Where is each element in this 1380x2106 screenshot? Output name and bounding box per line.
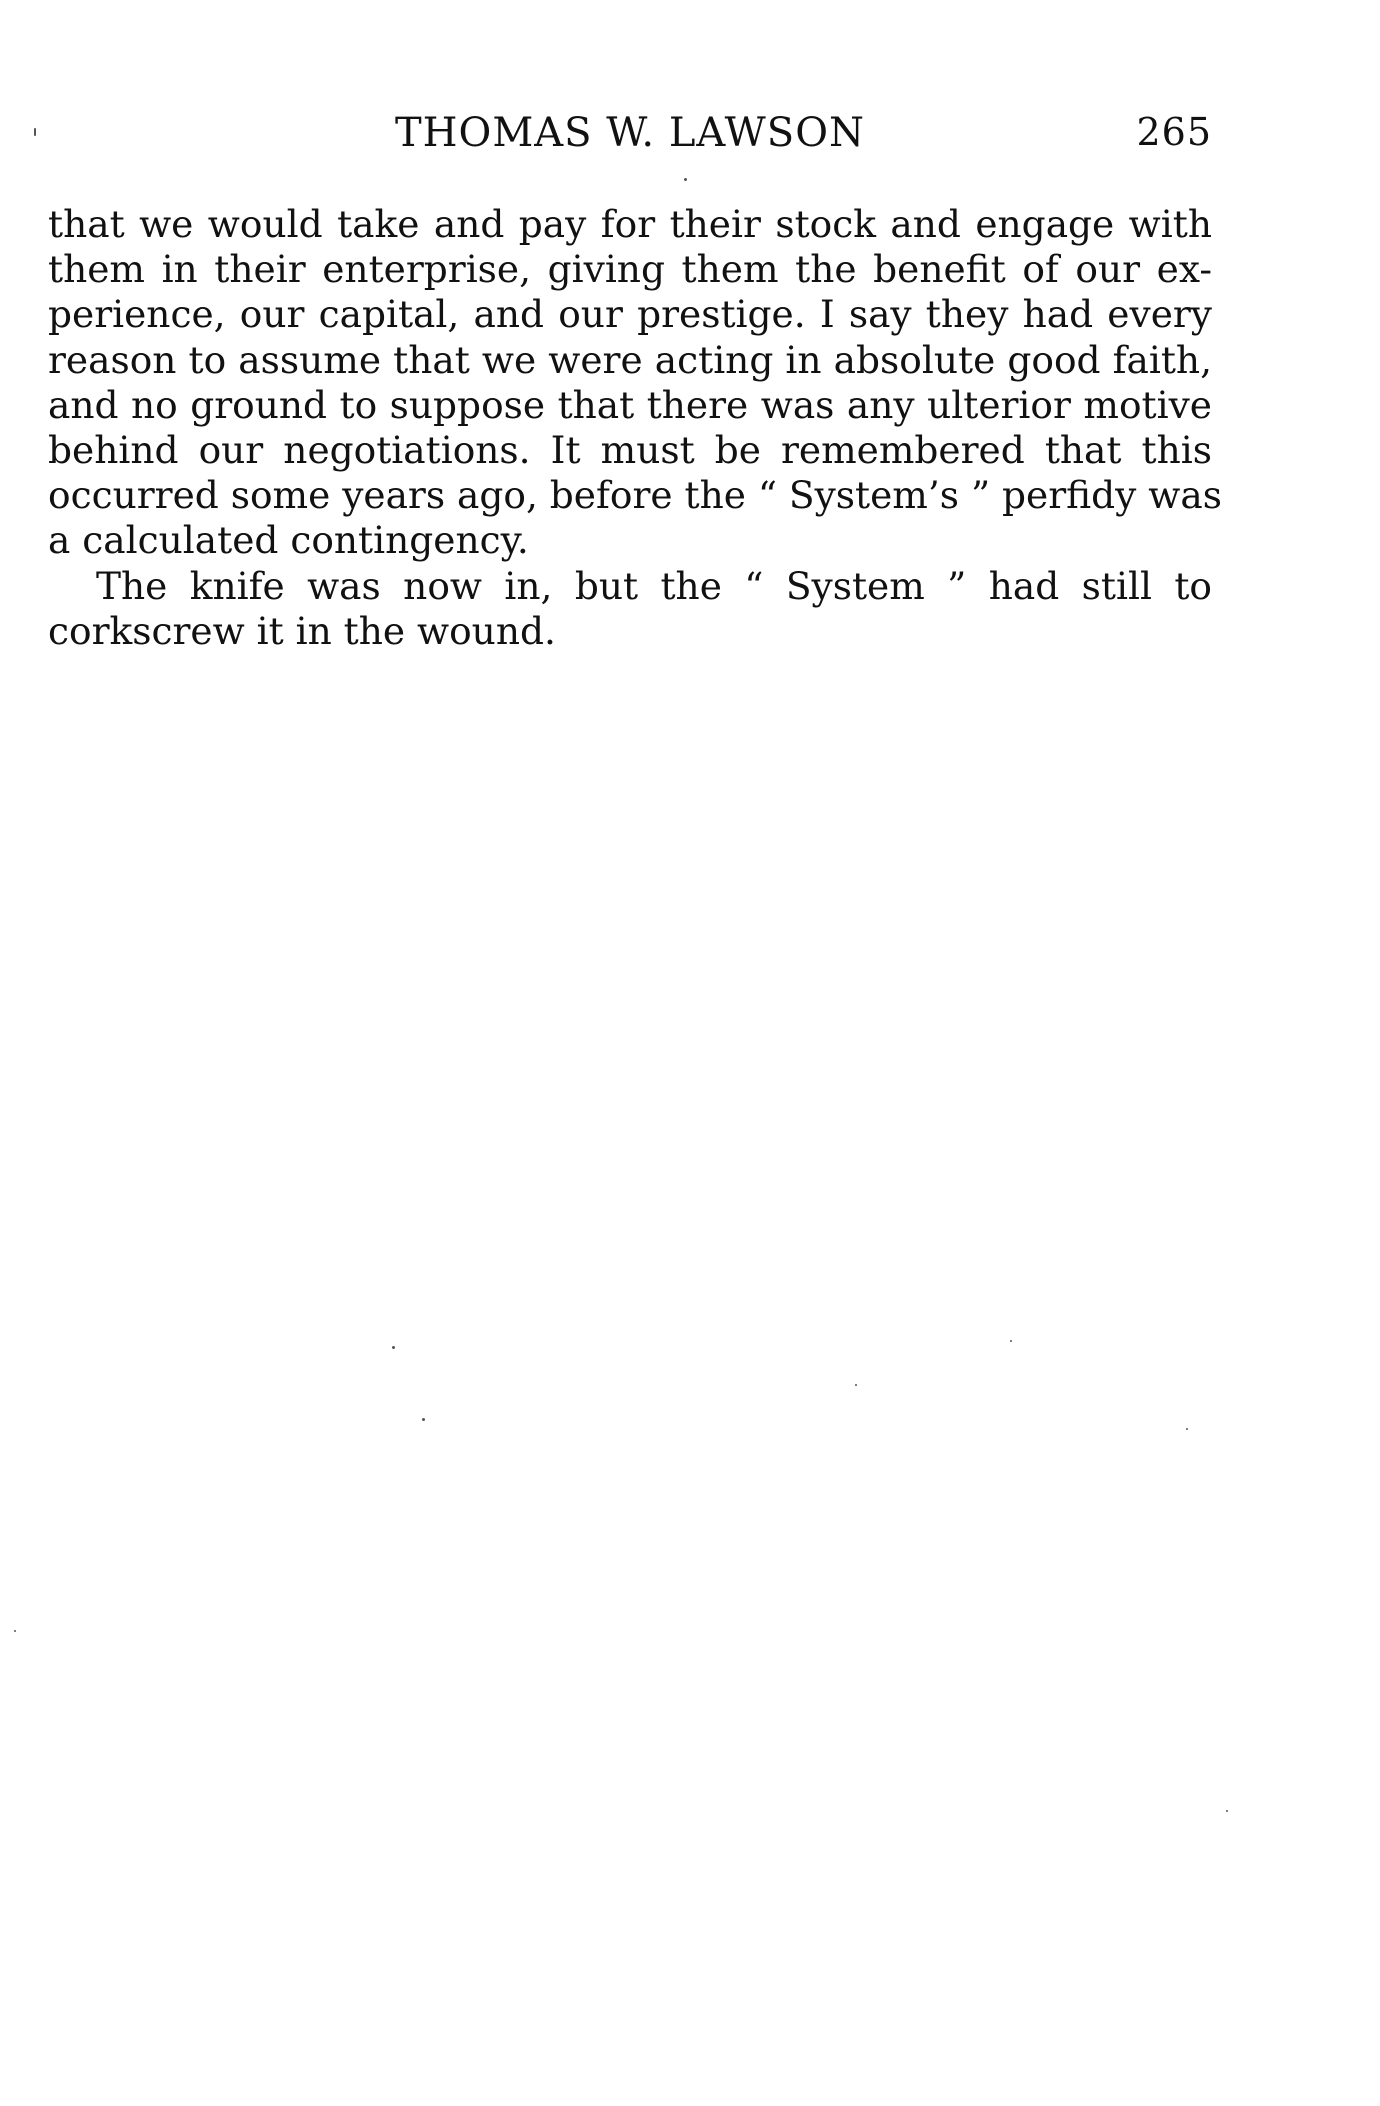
running-head	[48, 110, 1212, 160]
text-line: them in their enterprise, giving them the benefit of our ex-	[48, 247, 1212, 292]
paragraph-2	[48, 564, 1212, 654]
running-title: THOMAS W. LAWSON	[394, 110, 865, 156]
text-line: reason to assume that we were acting in absolute good faith,	[48, 337, 1212, 382]
text-line: perience, our capital, and our prestige. I say they had every	[48, 292, 1212, 337]
scan-speck	[1010, 1340, 1012, 1342]
paragraph-1	[48, 202, 1222, 564]
scan-speck	[14, 1630, 16, 1632]
text-line: and no ground to suppose that there was any ulterior motive	[48, 382, 1212, 427]
scan-speck	[392, 1346, 395, 1349]
scan-speck	[1226, 1810, 1228, 1812]
text-line: a calculated contingency.	[48, 518, 529, 563]
scan-speck	[684, 178, 687, 181]
body-text	[48, 202, 1222, 654]
text-line: behind our negotiations. It must be remembered that this	[48, 427, 1212, 472]
text-line: occurred some years ago, before the “ System’s ” perfidy was	[48, 473, 1222, 518]
text-line: corkscrew it in the wound.	[48, 608, 556, 653]
scan-speck	[34, 128, 36, 136]
scan-speck	[422, 1418, 425, 1421]
scan-speck	[855, 1384, 857, 1386]
text-line: that we would take and pay for their stock and engage with	[48, 202, 1212, 246]
scan-speck	[1186, 1428, 1188, 1430]
text-line: The knife was now in, but the “ System ” had still to	[96, 563, 1212, 608]
page-number: 265	[1136, 110, 1212, 154]
